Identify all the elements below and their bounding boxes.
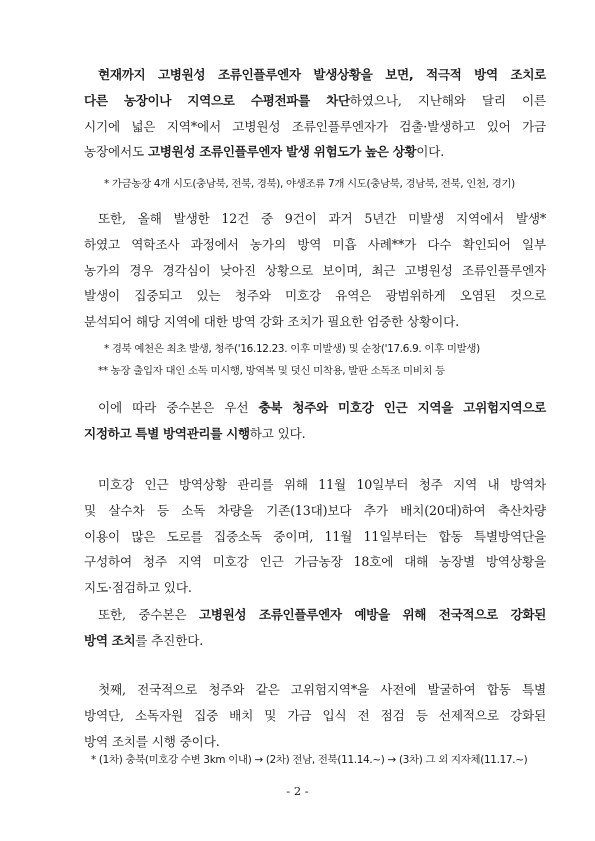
body-text: 하고 있다.	[249, 425, 306, 441]
body-text: 농가의 경우 경각심이 낮아진 상황으로 보이며, 최근 고병원성 조류인플루엔자	[84, 262, 546, 278]
text-line	[84, 472, 546, 498]
text-line	[84, 628, 546, 654]
body-text: 이다.	[416, 144, 445, 160]
emphasized-text: 다른 농장이나 지역으로 수평전파를 차단	[84, 92, 350, 108]
text-line	[84, 602, 546, 628]
footnote-first-outbreak: * 경북 예천은 최초 발생, 청주('16.12.23. 이후 미발생) 및 순창('17.6.9. 이후 미발생)	[104, 343, 480, 355]
emphasized-text: 지정하고 특별 방역관리를 시행	[84, 425, 250, 441]
paragraph-situation-summary	[84, 62, 546, 165]
text-line	[84, 421, 546, 447]
text-line	[84, 88, 546, 114]
text-line	[84, 283, 546, 309]
text-line	[84, 62, 546, 88]
paragraph-high-risk-designation	[84, 395, 546, 447]
text-line	[84, 575, 546, 601]
body-text: 및 살수차 등 소독 차량을 기존(13대)보다 추가 배치(20대)하여 축산차량	[84, 502, 546, 518]
body-text: 구성하여 청주 지역 미호강 인근 가금농장 18호에 대해 농장별 방역상황을	[84, 554, 546, 570]
emphasized-text: 현재까지 고병원성 조류인플루엔자 발생상황을 보면, 적극적 방역 조치로	[98, 67, 546, 82]
emphasized-text: 고병원성 조류인플루엔자 발생 위험도가 높은 상황	[147, 144, 417, 160]
footnote-biosecurity-lapses: ** 농장 출입자 대인 소독 미시행, 방역복 및 덧신 미착용, 발판 소독조 미비치 등	[98, 365, 445, 377]
emphasized-text: 충북 청주와 미호강 인근 지역을 고위험지역으로	[258, 400, 546, 415]
footnote-rollout-phases: * (1차) 충북(미호강 수변 3km 이내) → (2차) 전남, 전북(11.14.~) → (3차) 그 외 지자체(11.17.~)	[91, 754, 528, 766]
body-text: 발생이 집중되고 있는 청주와 미호강 유역은 광범위하게 오염된 것으로	[84, 288, 546, 304]
page-number: - 2 -	[286, 784, 309, 798]
paragraph-nationwide-measures	[84, 602, 546, 654]
body-text: 방역단, 소독자원 집중 배치 및 가금 입식 전 점검 등 선제적으로 강화된	[84, 707, 546, 723]
body-text: 방역 조치를 시행 중이다.	[84, 733, 220, 749]
text-line	[84, 232, 546, 258]
text-line	[84, 524, 546, 550]
body-text: 시기에 넓은 지역*에서 고병원성 조류인플루엔자가 검출·발생하고 있어 가금	[84, 118, 546, 134]
body-text: 이에 따라 중수본은 우선	[98, 400, 259, 415]
body-text: 또한, 중수본은	[98, 607, 199, 622]
body-text: 하였으나, 지난해와 달리 이른	[349, 92, 546, 108]
text-line	[84, 395, 546, 421]
body-text: 첫째, 전국적으로 청주와 같은 고위험지역*을 사전에 발굴하여 합동 특별	[98, 682, 546, 697]
footnote-regions: * 가금농장 4개 시도(충남북, 전북, 경북), 야생조류 7개 시도(충남북, 경남북, 전북, 인천, 경기)	[104, 178, 515, 190]
text-line	[84, 114, 546, 140]
text-line	[84, 498, 546, 524]
text-line	[84, 206, 546, 232]
emphasized-text: 방역 조치	[84, 632, 136, 648]
body-text: 이용이 많은 도로를 집중소독 중이며, 11월 11일부터는 합동 특별방역단을	[84, 528, 546, 544]
text-line	[84, 258, 546, 284]
paragraph-disinfection-measures	[84, 472, 546, 601]
paragraph-new-outbreak-areas	[84, 206, 546, 335]
body-text: 를 추진한다.	[135, 632, 204, 648]
body-text: 하였고 역학조사 과정에서 농가의 방역 미흡 사례**가 다수 확인되어 일부	[84, 236, 546, 252]
body-text: 또한, 올해 발생한 12건 중 9건이 과거 5년간 미발생 지역에서 발생*	[98, 211, 546, 226]
text-line	[84, 703, 546, 729]
emphasized-text: 고병원성 조류인플루엔자 예방을 위해 전국적으로 강화된	[198, 607, 546, 622]
paragraph-first-measure	[84, 677, 546, 754]
text-line	[84, 549, 546, 575]
text-line	[84, 677, 546, 703]
body-text: 미호강 인근 방역상황 관리를 위해 11월 10일부터 청주 지역 내 방역차	[98, 477, 546, 492]
body-text: 농장에서도	[84, 144, 148, 160]
body-text: 지도·점검하고 있다.	[84, 580, 192, 596]
text-line	[84, 309, 546, 335]
text-line	[84, 139, 546, 165]
body-text: 분석되어 해당 지역에 대한 방역 강화 조치가 필요한 엄중한 상황이다.	[84, 314, 459, 330]
